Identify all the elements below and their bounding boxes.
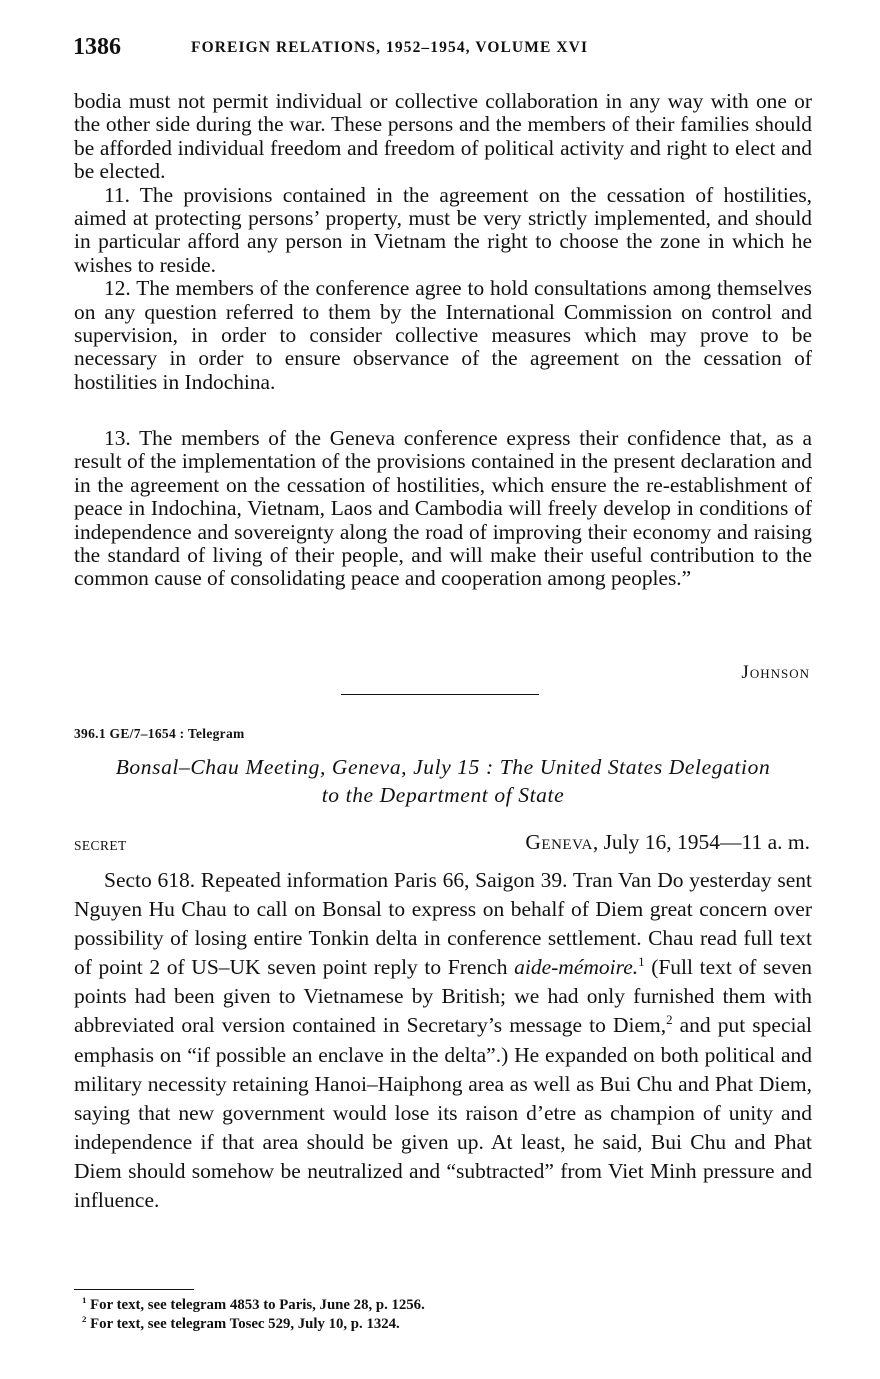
footnote-ref-1: 1	[638, 955, 645, 970]
document-title-line-1: Bonsal–Chau Meeting, Geneva, July 15 : The United States Delegation	[115, 755, 771, 779]
dateline	[525, 830, 810, 855]
document-title-line-2: to the Department of State	[321, 783, 565, 807]
declaration-continued	[74, 90, 812, 394]
document-title	[74, 753, 812, 809]
footnote-rule	[74, 1289, 194, 1290]
footnote-2: $^2$ For text, see telegram Tosec 529, July 10, p. 1324.	[82, 1314, 400, 1332]
signature: Johnson	[741, 662, 810, 683]
aide-memoire-term: aide-mémoire.	[514, 955, 639, 980]
declaration-para-13-block	[74, 427, 812, 591]
dateline-place: Geneva	[525, 830, 593, 854]
paragraph-12: 12. The members of the conference agree to hold consultations among themselves on any question referred to them by the International Commission on control and supervision, in order to consider collective measures which may prove to be necessary in order to ensure observance of the agreement on the cessation of hostilities in Indochina.	[74, 276, 812, 394]
footnotes	[82, 1296, 425, 1334]
telegram-paragraph: Secto 618. Repeated information Paris 66, Saigon 39. Tran Van Do yesterday sent Nguyen Hu Chau to call on Bonsal to express on behalf of Diem great concern over possibility of losing entire Tonkin delta in conference settlement. Chau read full text of point 2 of US–UK seven point reply to French aide-mémoire.$^1$ (Full text of seven points had been given to Vietnamese by British; we had only furnished them with abbreviated oral version contained in Secretary’s message to Diem,$^2$ and put special emphasis on “if possible an enclave in the delta”.) He expanded on both political and military necessity retaining Hanoi–Haiphong area as well as Bui Chu and Phat Diem, saying that new government would lose its raison d’etre as champion of unity and independence if that area should be given up. At least, he said, Bui Chu and Phat Diem should somehow be neutralized and “subtracted” from Viet Minh pressure and influence.	[74, 868, 813, 1213]
footnote-ref-2: 2	[666, 1013, 673, 1028]
dateline-date: , July 16, 1954—11 a. m.	[592, 830, 810, 854]
paragraph-13: 13. The members of the Geneva conference express their confidence that, as a result of the implementation of the provisions contained in the present declaration and in the agreement on the cessation of hostilities, which ensure the re-establishment of peace in Indochina, Vietnam, Laos and Cambodia will freely develop in conditions of independence and sovereignty along the road of improving their economy and raising the standard of living of their people, and will make their useful contribution to the common cause of consolidating peace and cooperation among peoples.”	[74, 426, 812, 591]
paragraph-11: 11. The provisions contained in the agreement on the cessation of hostilities, aimed at protecting persons’ property, must be very strictly implemented, and should in particular afford any person in Vietnam the right to choose the zone in which he wishes to reside.	[74, 182, 812, 277]
footnote-1: $^1$ For text, see telegram 4853 to Paris, June 28, p. 1256.	[82, 1295, 425, 1313]
file-id: 396.1 GE/7–1654 : Telegram	[74, 726, 245, 741]
paragraph-10-end: bodia must not permit individual or collective collaboration in any way with one or the other side during the war. These persons and the members of their families should be afforded individual freedom and freedom of political activity and right to elect and be elected.	[74, 89, 812, 184]
page-header	[73, 34, 813, 66]
telegram-body	[74, 866, 812, 1215]
classification: SECRET	[74, 838, 127, 853]
running-title: FOREIGN RELATIONS, 1952–1954, VOLUME XVI	[191, 39, 589, 56]
page-number: 1386	[73, 34, 121, 60]
section-divider	[341, 694, 539, 695]
